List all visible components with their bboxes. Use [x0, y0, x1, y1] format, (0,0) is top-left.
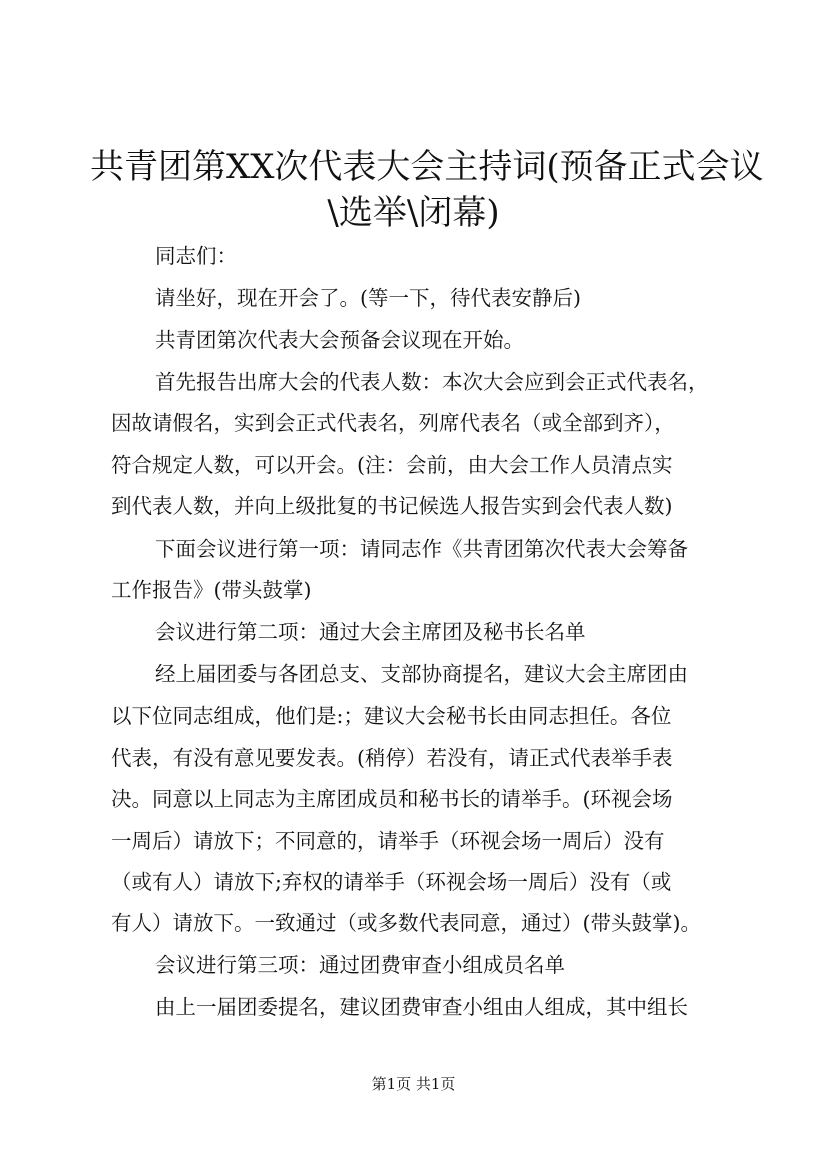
paragraph-line: 代表，有没有意见要发表。(稍停）若没有，请正式代表举手表	[111, 746, 673, 770]
paragraph-line: 工作报告》(带头鼓掌)	[111, 578, 312, 602]
paragraph-line: 一周后）请放下；不同意的，请举手（环视会场一周后）没有	[111, 829, 665, 853]
paragraph-line: 经上届团委与各团总支、支部协商提名，建议大会主席团由	[155, 662, 688, 686]
paragraph-line: 因故请假名，实到会正式代表名，列席代表名（或全部到齐），	[111, 411, 675, 435]
paragraph-line: 由上一届团委提名，建议团费审查小组由人组成，其中组长	[155, 995, 688, 1019]
paragraph-line: 下面会议进行第一项：请同志作《共青团第次代表大会筹备	[155, 537, 688, 561]
paragraph-line: （或有人）请放下;弃权的请举手（环视会场一周后）没有（或	[111, 870, 672, 894]
paragraph-line: 符合规定人数，可以开会。(注：会前，由大会工作人员清点实	[111, 453, 673, 477]
paragraph-line: 同志们：	[155, 244, 237, 268]
paragraph-line: 决。同意以上同志为主席团成员和秘书长的请举手。(环视会场	[111, 787, 673, 811]
document-title-line-2: \选举\闭幕)	[327, 193, 500, 233]
paragraph-line: 会议进行第二项：通过大会主席团及秘书长名单	[155, 620, 586, 644]
paragraph-line: 以下位同志组成，他们是:；建议大会秘书长由同志担任。各位	[111, 704, 672, 728]
paragraph-line: 共青团第次代表大会预备会议现在开始。	[155, 328, 524, 352]
paragraph-line: 会议进行第三项：通过团费审查小组成员名单	[155, 953, 565, 977]
paragraph-line: 到代表人数，并向上级批复的书记候选人报告实到会代表人数)	[111, 494, 673, 518]
paragraph-line: 有人）请放下。一致通过（或多数代表同意，通过）(带头鼓掌)。	[111, 911, 701, 935]
document-title-line-1: 共青团第XX次代表大会主持词(预备正式会议	[90, 147, 764, 187]
page-footer: 第1页 共1页	[371, 1075, 456, 1093]
paragraph-line: 首先报告出席大会的代表人数：本次大会应到会正式代表名，	[155, 370, 709, 394]
paragraph-line: 请坐好，现在开会了。(等一下，待代表安静后)	[155, 286, 581, 310]
